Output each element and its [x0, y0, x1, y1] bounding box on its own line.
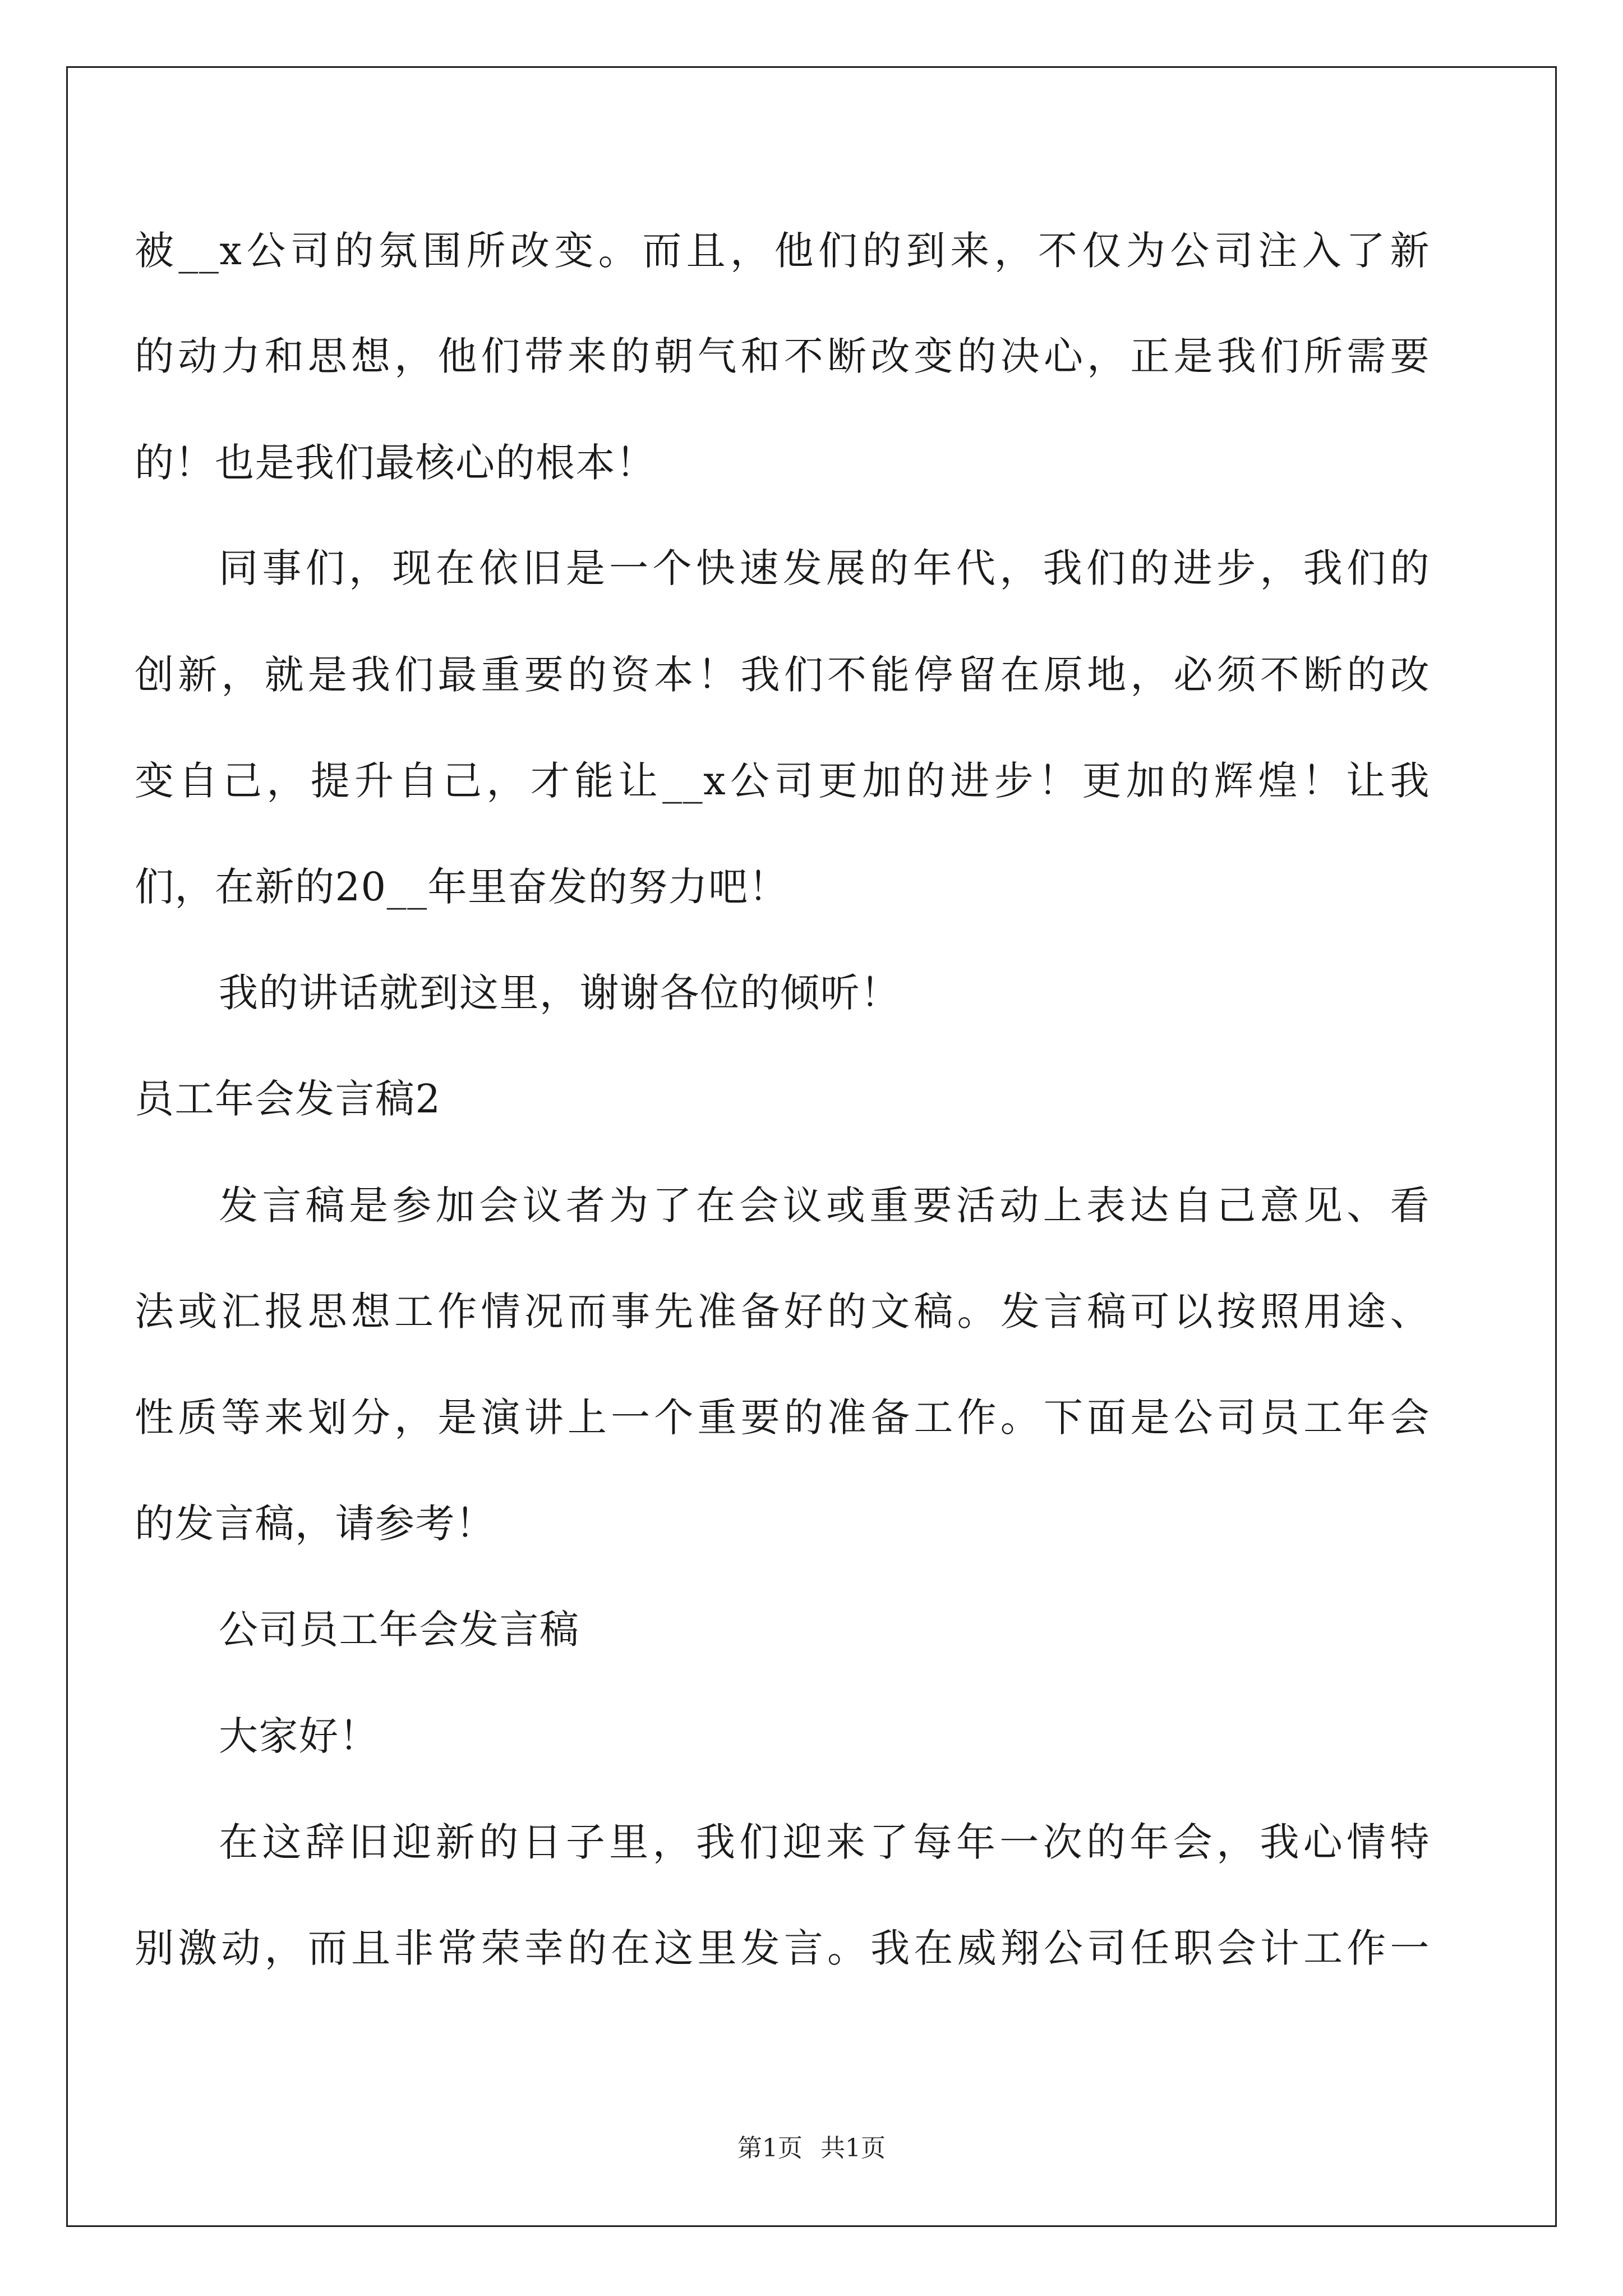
- paragraph-line: 在这辞旧迎新的日子里，我们迎来了每年一次的年会，我心情特: [219, 1819, 1430, 1865]
- paragraph-line: 变自己，提升自己，才能让__x公司更加的进步！更加的辉煌！让我: [135, 758, 1430, 804]
- paragraph-line: 们，在新的20__年里奋发的努力吧！: [135, 864, 789, 910]
- paragraph-line: 别激动，而且非常荣幸的在这里发言。我在威翔公司任职会计工作一: [135, 1925, 1430, 1971]
- greeting: 大家好！: [219, 1713, 379, 1759]
- paragraph-line: 性质等来划分，是演讲上一个重要的准备工作。下面是公司员工年会: [135, 1395, 1430, 1441]
- paragraph-line: 我的讲话就到这里，谢谢各位的倾听！: [219, 970, 901, 1016]
- page-number: 第1页: [737, 2134, 803, 2162]
- page-border: [66, 66, 1557, 2227]
- page-footer: [0, 2132, 1623, 2165]
- page-total: 共1页: [820, 2134, 886, 2162]
- paragraph-line: 发言稿是参加会议者为了在会议或重要活动上表达自己意见、看: [219, 1182, 1430, 1228]
- section-heading: 员工年会发言稿2: [135, 1076, 441, 1122]
- paragraph-line: 同事们，现在依旧是一个快速发展的年代，我们的进步，我们的: [219, 545, 1430, 591]
- paragraph-line: 的！也是我们最核心的根本！: [135, 440, 656, 486]
- paragraph-line: 的动力和思想，他们带来的朝气和不断改变的决心，正是我们所需要: [135, 333, 1430, 379]
- paragraph-line: 的发言稿，请参考！: [135, 1501, 496, 1547]
- paragraph-line: 法或汇报思想工作情况而事先准备好的文稿。发言稿可以按照用途、: [135, 1289, 1430, 1335]
- paragraph-line: 创新，就是我们最重要的资本！我们不能停留在原地，必须不断的改: [135, 652, 1430, 698]
- speech-title: 公司员工年会发言稿: [219, 1607, 580, 1653]
- paragraph-line: 被__x公司的氛围所改变。而且，他们的到来，不仅为公司注入了新: [135, 228, 1430, 274]
